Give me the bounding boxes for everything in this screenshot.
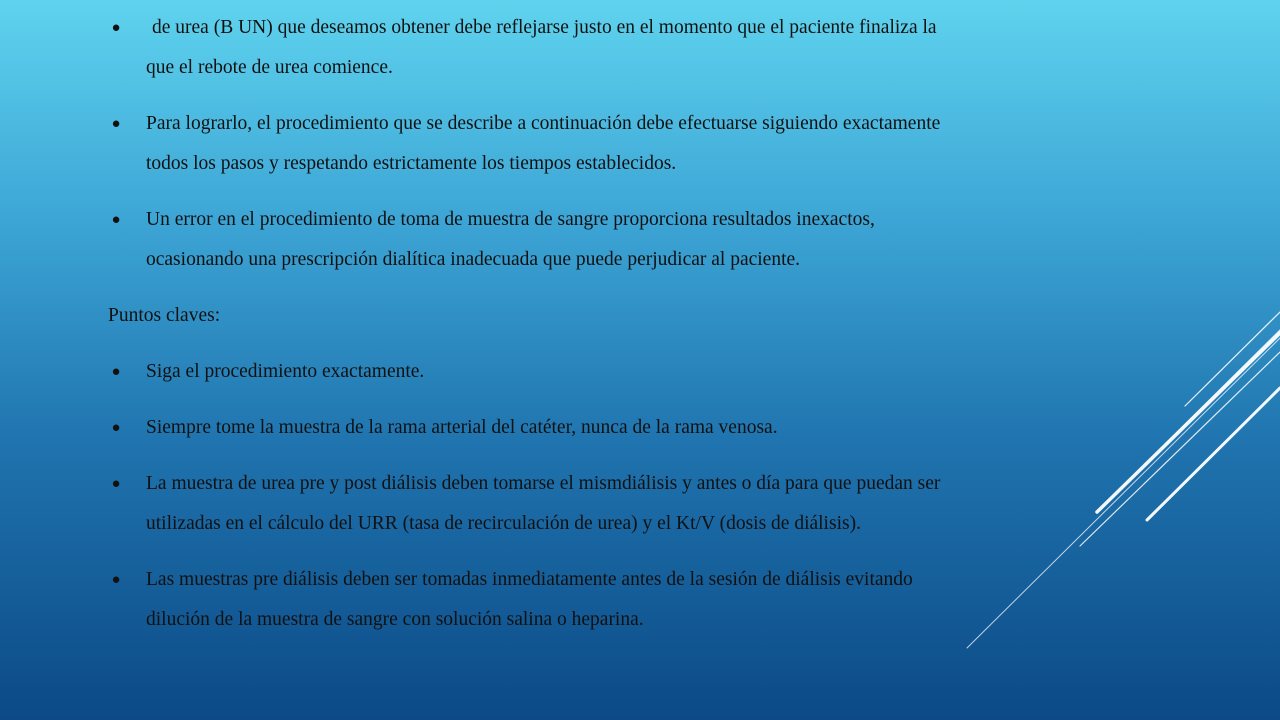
bullet-paragraph [108,560,1148,640]
paragraph-line: utilizadas en el cálculo del URR (tasa de recirculación de urea) y el Kt/V (dosis de diálisis). [146,513,861,534]
paragraph-line: Un error en el procedimiento de toma de muestra de sangre proporciona resultados inexactos, [146,209,875,230]
bullet-paragraph [108,408,1148,448]
bullet-icon: ● [111,20,121,36]
slide-body [108,8,1148,656]
bullet-icon: ● [111,572,121,588]
paragraph-line: Siga el procedimiento exactamente. [146,361,425,382]
bullet-icon: ● [111,364,121,380]
bullet-paragraph [108,352,1148,392]
deco-line-thick-2 [1147,388,1280,520]
paragraph-line: todos los pasos y respetando estrictamente los tiempos establecidos. [146,153,677,174]
deco-line-thin-1 [1185,312,1280,406]
paragraph-line: La muestra de urea pre y post diálisis deben tomarse el mismdiálisis y antes o día para que puedan ser [146,473,941,494]
section-heading-text: Puntos claves: [108,305,221,326]
paragraph-line: Las muestras pre diálisis deben ser tomadas inmediatamente antes de la sesión de diálisis evitando [146,569,913,590]
bullet-icon: ● [111,476,121,492]
paragraph-line: dilución de la muestra de sangre con solución salina o heparina. [146,609,644,630]
section-heading [108,296,1148,336]
bullet-paragraph [108,104,1148,184]
paragraph-line: que el rebote de urea comience. [146,57,393,78]
bullet-paragraph [108,464,1148,544]
paragraph-line: de urea (B UN) que deseamos obtener debe reflejarse justo en el momento que el paciente finaliza la [152,17,937,38]
paragraph-line: ocasionando una prescripción dialítica inadecuada que puede perjudicar al paciente. [146,249,801,270]
bullet-icon: ● [111,420,121,436]
paragraph-line: Siempre tome la muestra de la rama arterial del catéter, nunca de la rama venosa. [146,417,778,438]
paragraph-line: Para lograrlo, el procedimiento que se describe a continuación debe efectuarse siguiendo exactamente [146,113,941,134]
deco-line-thin-2 [1165,330,1280,444]
bullet-paragraph [108,8,1148,88]
bullet-paragraph [108,200,1148,280]
bullet-icon: ● [111,212,121,228]
bullet-icon: ● [111,116,121,132]
